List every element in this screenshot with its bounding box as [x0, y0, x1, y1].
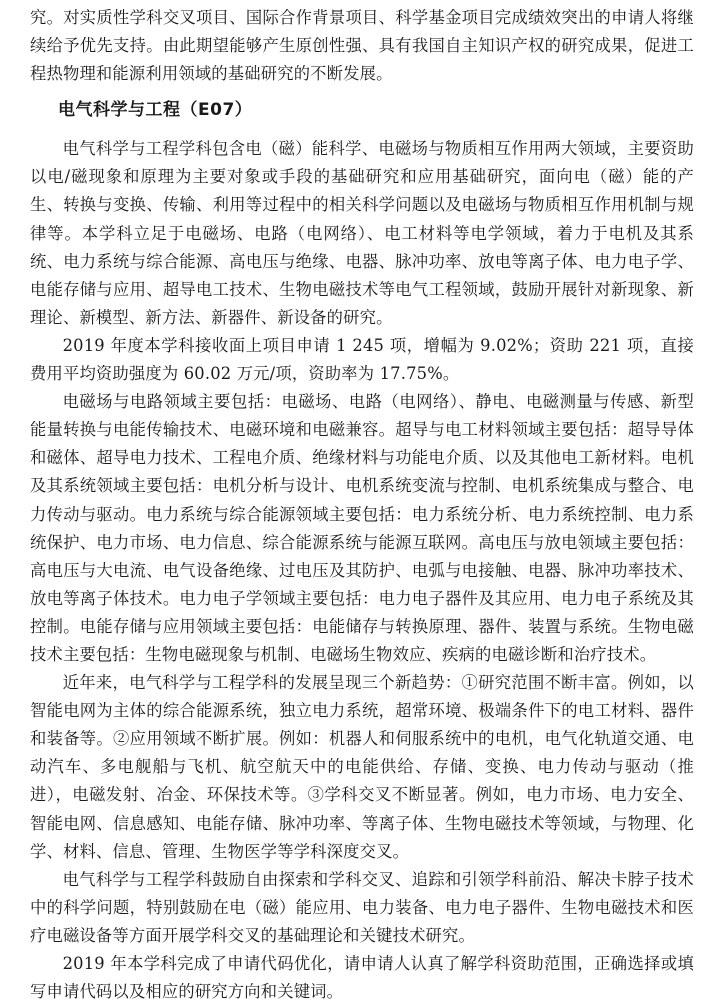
paragraph-code-notice: 2019 年本学科完成了申请代码优化，请申请人认真了解学科资助范围，正确选择或填写申请代码以及相应的研究方向和关键词。: [30, 954, 694, 1002]
document-page: [30, 4, 694, 1006]
paragraph-scope: 电气科学与工程学科包含电（磁）能科学、电磁场与物质相互作用两大领域，主要资助以电/磁现象和原理为主要对象或手段的基础研究和应用基础研究，面向电（磁）能的产生、转换与变换、传输、利用等过程中的相关科学问题以及电磁场与物质相互作用机制与规律等。本学科立足于电磁场、电路（电网络）、电工材料等电学领域，着力于电机及其系统、电力系统与综合能源、高电压与绝缘、电器、脉冲功率、放电等离子体、电力电子学、电能存储与应用、超导电工技术、生物电磁技术等电气工程领域，鼓励开展针对新现象、新理论、新模型、新方法、新器件、新设备的研究。: [30, 139, 694, 327]
paragraph-trends: 近年来，电气科学与工程学科的发展呈现三个新趋势：①研究范围不断丰富。例如，以智能电网为主体的综合能源系统，独立电力系统，超常环境、极端条件下的电工材料、器件和装备等。②应用领域不断扩展。例如：机器人和伺服系统中的电机，电气化轨道交通、电动汽车、多电舰船与飞机、航空航天中的电能供给、存储、变换、电力传动与驱动（推进），电磁发射、冶金、环保技术等。③学科交叉不断显著。例如，电力市场、电力安全、智能电网、信息感知、电能存储、脉冲功率、等离子体、生物电磁技术等领域，与物理、化学、材料、信息、管理、生物医学等学科深度交叉。: [30, 673, 694, 861]
paragraph-statistics: 2019 年度本学科接收面上项目申请 1 245 项，增幅为 9.02%；资助 221 项，直接费用平均资助强度为 60.02 万元/项，资助率为 17.75%。: [30, 335, 694, 384]
paragraph-encouragement: 电气科学与工程学科鼓励自由探索和学科交叉、追踪和引领学科前沿、解决卡脖子技术中的科学问题，特别鼓励在电（磁）能应用、电力装备、电力电子器件、生物电磁技术和医疗电磁设备等方面开展学科交叉的基础理论和关键技术研究。: [30, 869, 694, 945]
section-title: 电气科学与工程（E07）: [58, 100, 253, 121]
paragraph-fields: 电磁场与电路领域主要包括：电磁场、电路（电网络）、静电、电磁测量与传感、新型能量转换与电能传输技术、电磁环境和电磁兼容。超导与电工材料领域主要包括：超导导体和磁体、超导电力技术、工程电介质、绝缘材料与功能电介质、以及其他电工新材料。电机及其系统领域主要包括：电机分析与设计、电机系统变流与控制、电机系统集成与整合、电力传动与驱动。电力系统与综合能源领域主要包括：电力系统分析、电力系统控制、电力系统保护、电力市场、电力信息、综合能源系统与能源互联网。高电压与放电领域主要包括：高电压与大电流、电气设备绝缘、过电压及其防护、电弧与电接触、电器、脉冲功率技术、放电等离子体技术。电力电子学领域主要包括：电力电子器件及其应用、电力电子系统及其控制。电能存储与应用领域主要包括：电能储存与转换原理、器件、装置与系统。生物电磁技术主要包括：生物电磁现象与机制、电磁场生物效应、疾病的电磁诊断和治疗技术。: [30, 392, 694, 664]
continuation-paragraph: 究。对实质性学科交叉项目、国际合作背景项目、科学基金项目完成绩效突出的申请人将继续给予优先支持。由此期望能够产生原创性强、具有我国自主知识产权的研究成果，促进工程热物理和能源利用领域的基础研究的不断发展。: [30, 8, 694, 84]
